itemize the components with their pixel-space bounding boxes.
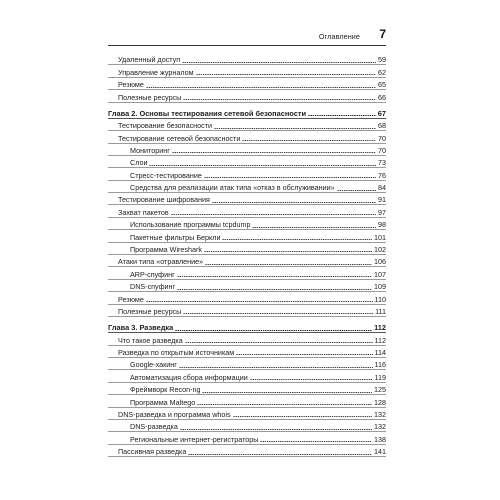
toc-entry[interactable]	[108, 156, 386, 168]
toc-entry-label: Использование программы tcpdump	[130, 220, 251, 230]
toc-entry-page: 66	[378, 92, 386, 102]
toc-entry-page: 112	[374, 335, 386, 345]
toc-entry-page: 110	[374, 294, 386, 304]
toc-dot-leader	[171, 214, 376, 215]
toc-entry[interactable]	[108, 395, 386, 407]
toc-entry-label: Разведка по открытым источникам	[118, 347, 235, 357]
toc-entry-page: 132	[374, 409, 386, 419]
toc-entry-page: 132	[374, 422, 386, 432]
toc-entry[interactable]	[108, 370, 386, 382]
toc-dot-leader	[308, 115, 376, 116]
toc-dot-leader	[183, 99, 376, 100]
toc-entry-label: Атаки типа «отравление»	[118, 257, 204, 267]
toc-entry-page: 102	[374, 245, 386, 255]
toc-dot-leader	[179, 367, 373, 368]
toc-entry[interactable]	[108, 346, 386, 358]
toc-entry-page: 70	[378, 133, 386, 143]
header-rule	[108, 45, 386, 46]
toc-entry-label: DNS-разведка и программа whois	[118, 409, 231, 419]
toc-entry[interactable]	[108, 408, 386, 420]
toc-dot-leader	[214, 128, 376, 129]
toc-chapter-entry[interactable]	[108, 105, 386, 119]
toc-entry-page: 67	[377, 108, 386, 118]
toc-entry-page: 106	[374, 257, 386, 267]
toc-dot-leader	[233, 416, 372, 417]
running-head	[108, 26, 386, 46]
toc-entry-page: 114	[374, 347, 386, 357]
toc-entry[interactable]	[108, 168, 386, 180]
toc-entry-label: Тестирование шифрования	[118, 195, 210, 205]
toc-dot-leader	[337, 190, 376, 191]
toc-dot-leader	[185, 342, 373, 343]
toc-dot-leader	[204, 251, 372, 252]
toc-entry-page: 73	[378, 158, 386, 168]
toc-entry[interactable]	[108, 432, 386, 444]
toc-entry-label: Стресс-тестирование	[130, 170, 202, 180]
toc-entry-label: Пассивная разведка	[118, 447, 187, 457]
toc-entry[interactable]	[108, 267, 386, 279]
toc-dot-leader	[175, 330, 372, 331]
toc-entry-page: 109	[374, 282, 386, 292]
toc-entry-label: DNS-спуфинг	[130, 282, 176, 292]
toc-dot-leader	[177, 276, 372, 277]
toc-dot-leader	[183, 313, 373, 314]
toc-entry-label: Резюме	[118, 294, 144, 304]
toc-entry[interactable]	[108, 218, 386, 230]
toc-entry-page: 125	[374, 385, 386, 395]
toc-entry[interactable]	[108, 181, 386, 193]
toc-entry-label: Полезные ресурсы	[118, 92, 182, 102]
toc-entry-label: Резюме	[118, 80, 144, 90]
table-of-contents	[108, 53, 386, 457]
toc-entry-page: 107	[374, 269, 386, 279]
toc-entry[interactable]	[108, 193, 386, 205]
toc-entry-page: 111	[375, 307, 386, 316]
toc-entry[interactable]	[108, 445, 386, 457]
toc-entry-label: Слои	[130, 158, 148, 168]
toc-entry-page: 119	[374, 372, 386, 382]
toc-chapter-entry[interactable]	[108, 319, 386, 333]
toc-entry[interactable]	[108, 305, 386, 317]
toc-entry-page: 62	[378, 67, 386, 77]
toc-entry-page: 97	[378, 207, 386, 217]
toc-entry-label: Фреймворк Recon-ng	[130, 385, 201, 395]
toc-entry-label: ARP-спуфинг	[130, 269, 175, 279]
toc-dot-leader	[250, 379, 373, 380]
toc-entry-page: 116	[374, 360, 386, 370]
toc-entry-page: 59	[378, 55, 386, 65]
toc-entry[interactable]	[108, 78, 386, 90]
toc-entry[interactable]	[108, 333, 386, 345]
toc-entry-label: Пакетные фильтры Беркли	[130, 232, 221, 242]
toc-entry-label: Полезные ресурсы	[118, 307, 182, 316]
toc-dot-leader	[197, 404, 372, 405]
toc-entry-label: Программа Maltego	[130, 397, 196, 407]
toc-entry[interactable]	[108, 383, 386, 395]
toc-dot-leader	[260, 441, 372, 442]
toc-dot-leader	[196, 74, 376, 75]
toc-dot-leader	[222, 239, 372, 240]
toc-entry-label: Что такое разведка	[118, 335, 183, 345]
toc-entry[interactable]	[108, 243, 386, 255]
toc-entry-label: Региональные интернет-регистраторы	[130, 434, 259, 444]
toc-entry-label: Управление журналом	[118, 67, 194, 77]
toc-dot-leader	[204, 177, 376, 178]
toc-entry[interactable]	[108, 292, 386, 304]
toc-entry[interactable]	[108, 230, 386, 242]
toc-entry-label: Тестирование сетевой безопасности	[118, 133, 241, 143]
toc-entry[interactable]	[108, 144, 386, 156]
toc-entry-page: 141	[374, 447, 386, 457]
toc-dot-leader	[252, 227, 376, 228]
toc-dot-leader	[146, 87, 376, 88]
toc-entry-label: Google-хакинг	[130, 360, 177, 370]
toc-entry-page: 76	[378, 170, 386, 180]
toc-entry-page: 91	[378, 195, 386, 205]
toc-entry[interactable]	[108, 420, 386, 432]
toc-entry-label: Средства для реализации атак типа «отказ в обслуживании»	[130, 183, 335, 193]
toc-entry[interactable]	[108, 280, 386, 292]
toc-dot-leader	[212, 202, 376, 203]
toc-dot-leader	[172, 152, 376, 153]
toc-entry-label: Автоматизация сбора информации	[130, 372, 248, 382]
toc-entry[interactable]	[108, 53, 386, 65]
toc-entry[interactable]	[108, 131, 386, 143]
toc-dot-leader	[182, 62, 376, 63]
running-head-title: Оглавление	[318, 32, 360, 41]
toc-entry-page: 138	[374, 434, 386, 444]
toc-entry-page: 84	[378, 183, 386, 193]
toc-dot-leader	[205, 264, 372, 265]
toc-dot-leader	[180, 429, 372, 430]
toc-entry[interactable]	[108, 205, 386, 217]
toc-entry[interactable]	[108, 255, 386, 267]
toc-dot-leader	[188, 454, 372, 455]
toc-dot-leader	[177, 289, 372, 290]
toc-entry-label: Программа Wireshark	[130, 245, 203, 255]
toc-dot-leader	[149, 165, 376, 166]
toc-entry-label: Захват пакетов	[118, 207, 169, 217]
toc-entry-label: Глава 3. Разведка	[108, 323, 174, 333]
toc-entry-page: 68	[378, 121, 386, 131]
toc-entry-label: Тестирование безопасности	[118, 121, 213, 131]
toc-dot-leader	[146, 301, 373, 302]
toc-dot-leader	[202, 392, 372, 393]
toc-entry-page: 101	[374, 232, 386, 242]
toc-entry[interactable]	[108, 65, 386, 77]
page-number: 7	[379, 27, 386, 41]
toc-entry-page: 112	[374, 323, 386, 333]
toc-entry[interactable]	[108, 119, 386, 131]
toc-entry-page: 65	[378, 80, 386, 90]
toc-entry-label: Удаленный доступ	[118, 55, 181, 65]
toc-entry-page: 98	[378, 220, 386, 230]
toc-entry[interactable]	[108, 358, 386, 370]
toc-dot-leader	[236, 354, 372, 355]
toc-entry-label: Мониторинг	[130, 145, 170, 155]
toc-dot-leader	[242, 140, 376, 141]
toc-entry-label: Глава 2. Основы тестирования сетевой безопасности	[108, 108, 306, 118]
toc-entry[interactable]	[108, 90, 386, 102]
toc-entry-page: 128	[374, 397, 386, 407]
toc-entry-label: DNS-разведка	[130, 422, 178, 432]
toc-entry-page: 70	[378, 145, 386, 155]
